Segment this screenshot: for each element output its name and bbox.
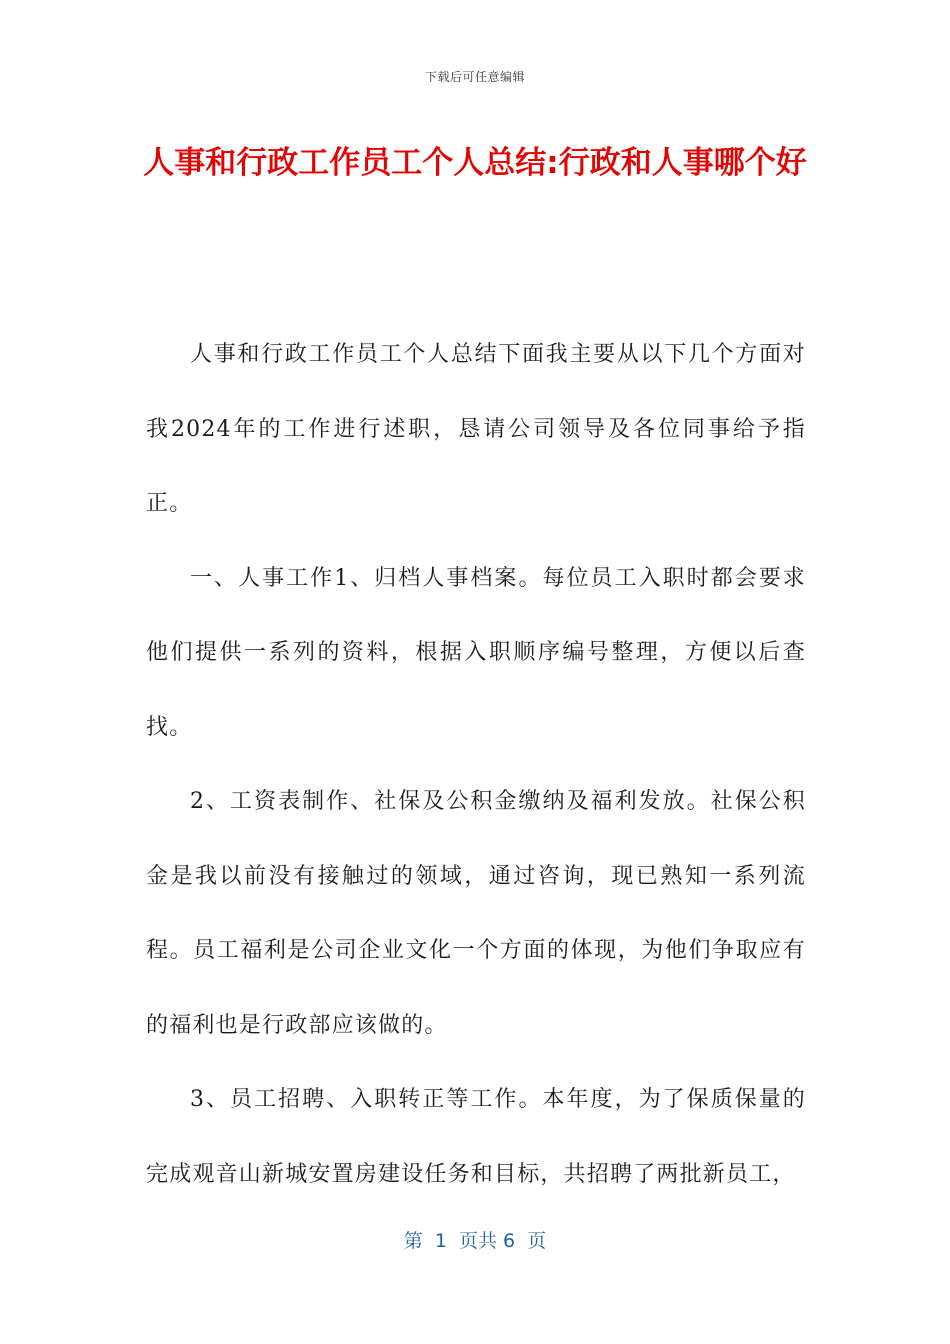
document-body	[146, 318, 806, 1212]
paragraph-personnel-archives: 一、人事工作1、归档人事档案。每位员工入职时都会要求他们提供一系列的资料，根据入职顺序编号整理，方便以后查找。	[146, 565, 806, 740]
page-number-footer: 第 1 页共 6 页	[403, 1230, 547, 1252]
paragraph-intro: 人事和行政工作员工个人总结下面我主要从以下几个方面对我2024年的工作进行述职，恳请公司领导及各位同事给予指正。	[146, 342, 806, 516]
paragraph-recruitment: 3、员工招聘、入职转正等工作。本年度，为了保质保量的完成观音山新城安置房建设任务和目标，共招聘了两批新员工，	[146, 1087, 806, 1187]
document-title: 人事和行政工作员工个人总结:行政和人事哪个好	[143, 145, 807, 181]
header-note: 下载后可任意编辑	[424, 70, 525, 84]
paragraph-payroll-welfare: 2、工资表制作、社保及公积金缴纳及福利发放。社保公积金是我以前没有接触过的领域，通过咨询，现已熟知一系列流程。员工福利是公司企业文化一个方面的体现，为他们争取应有的福利也是行政部应该做的。	[146, 789, 806, 1038]
